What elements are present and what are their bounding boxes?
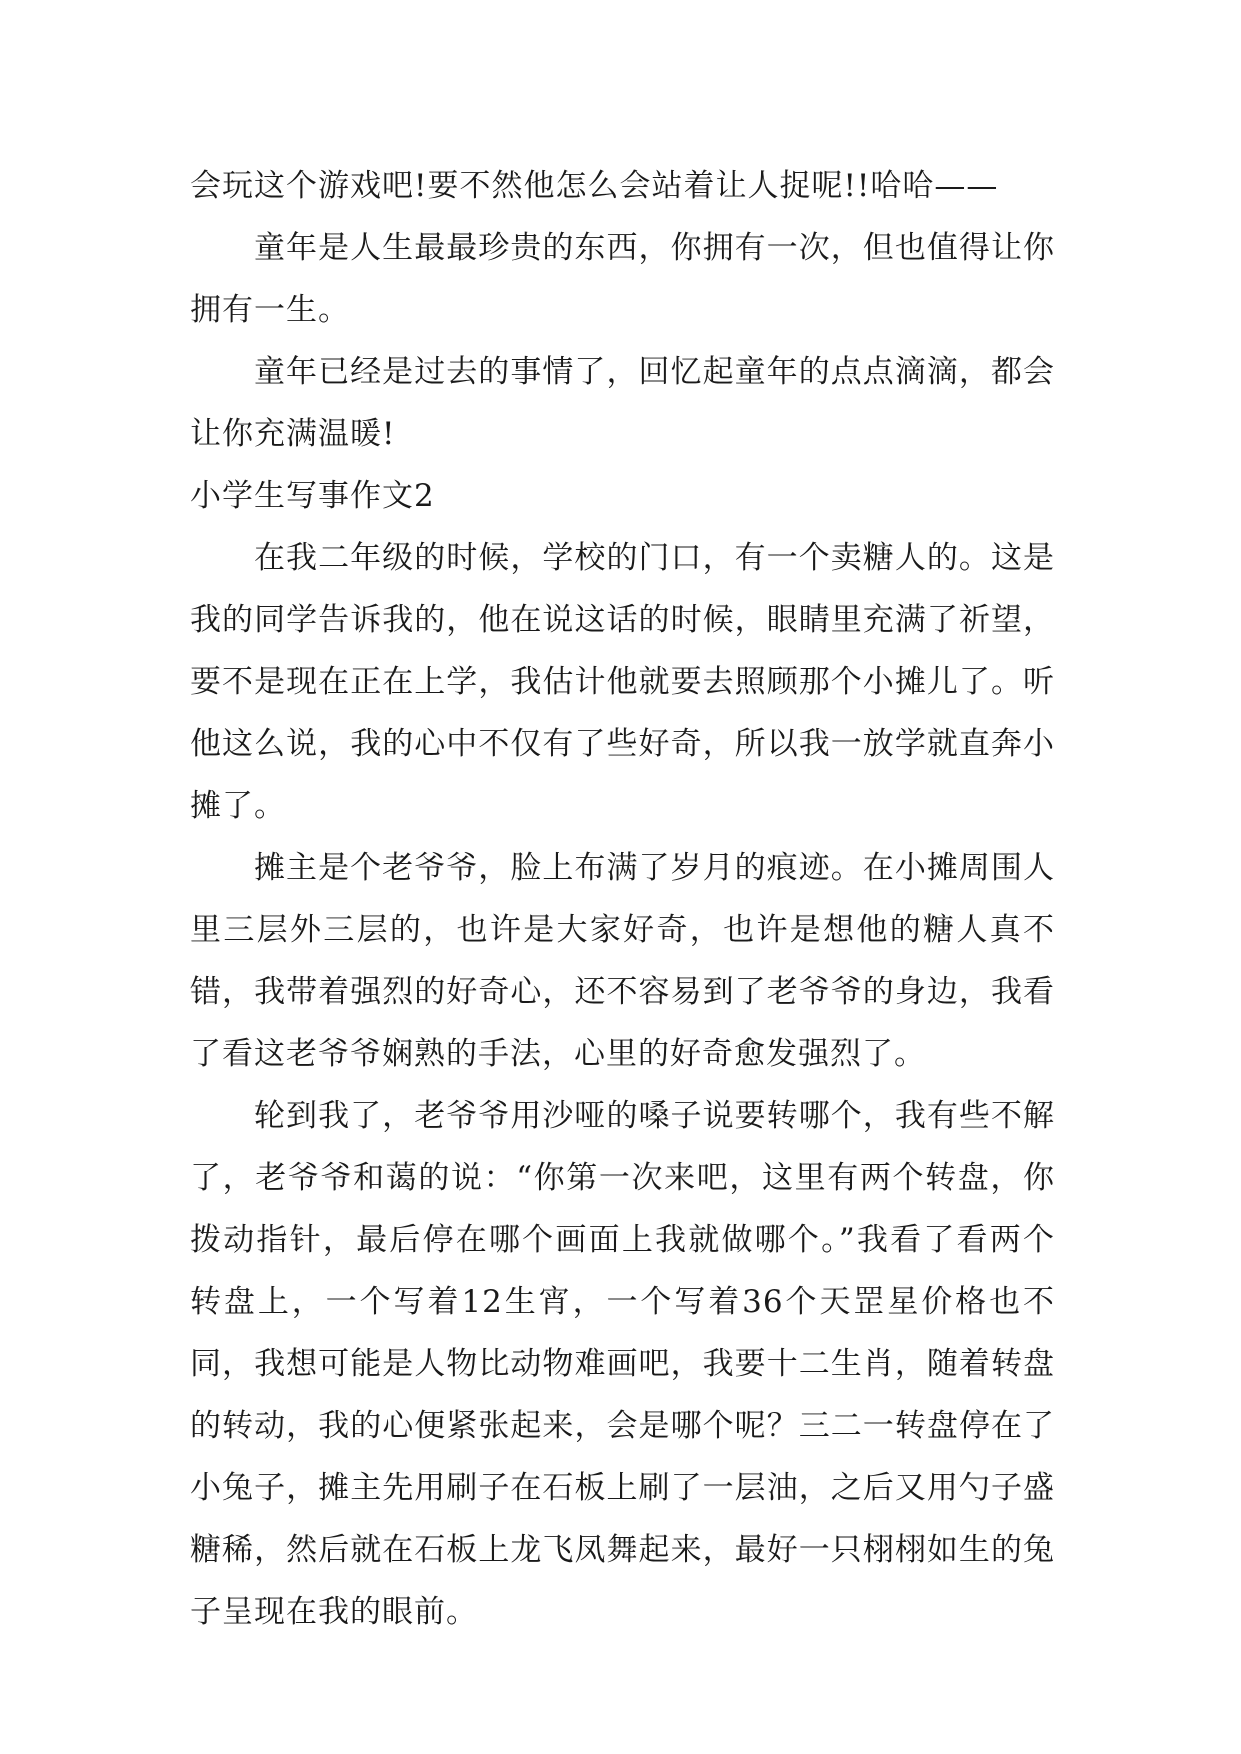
paragraph: 在我二年级的时候，学校的门口，有一个卖糖人的。这是我的同学告诉我的，他在说这话的时候，眼睛里充满了祈望，要不是现在正在上学，我估计他就要去照顾那个小摊儿了。听他这么说，我的心中不仅有了些好奇，所以我一放学就直奔小摊了。 [190,540,1055,824]
document-body [190,155,1055,1643]
paragraph: 摊主是个老爷爷，脸上布满了岁月的痕迹。在小摊周围人里三层外三层的，也许是大家好奇，也许是想他的糖人真不错，我带着强烈的好奇心，还不容易到了老爷爷的身边，我看了看这老爷爷娴熟的手法，心里的好奇愈发强烈了。 [190,850,1055,1072]
paragraph: 会玩这个游戏吧!要不然他怎么会站着让人捉呢!!哈哈—— [190,168,999,204]
paragraph: 轮到我了，老爷爷用沙哑的嗓子说要转哪个，我有些不解了，老爷爷和蔼的说：“你第一次来吧，这里有两个转盘，你拨动指针，最后停在哪个画面上我就做哪个。”我看了看两个转盘上，一个写着12生宵，一个写着36个天罡星价格也不同，我想可能是人物比动物难画吧，我要十二生肖，随着转盘的转动，我的心便紧张起来，会是哪个呢？三二一转盘停在了小兔子，摊主先用刷子在石板上刷了一层油，之后又用勺子盛糖稀，然后就在石板上龙飞凤舞起来，最好一只栩栩如生的兔子呈现在我的眼前。 [190,1098,1055,1630]
paragraph: 童年是人生最最珍贵的东西，你拥有一次，但也值得让你拥有一生。 [190,230,1055,328]
paragraph: 童年已经是过去的事情了，回忆起童年的点点滴滴，都会让你充满温暖! [190,354,1055,452]
section-heading: 小学生写事作文2 [190,478,435,514]
